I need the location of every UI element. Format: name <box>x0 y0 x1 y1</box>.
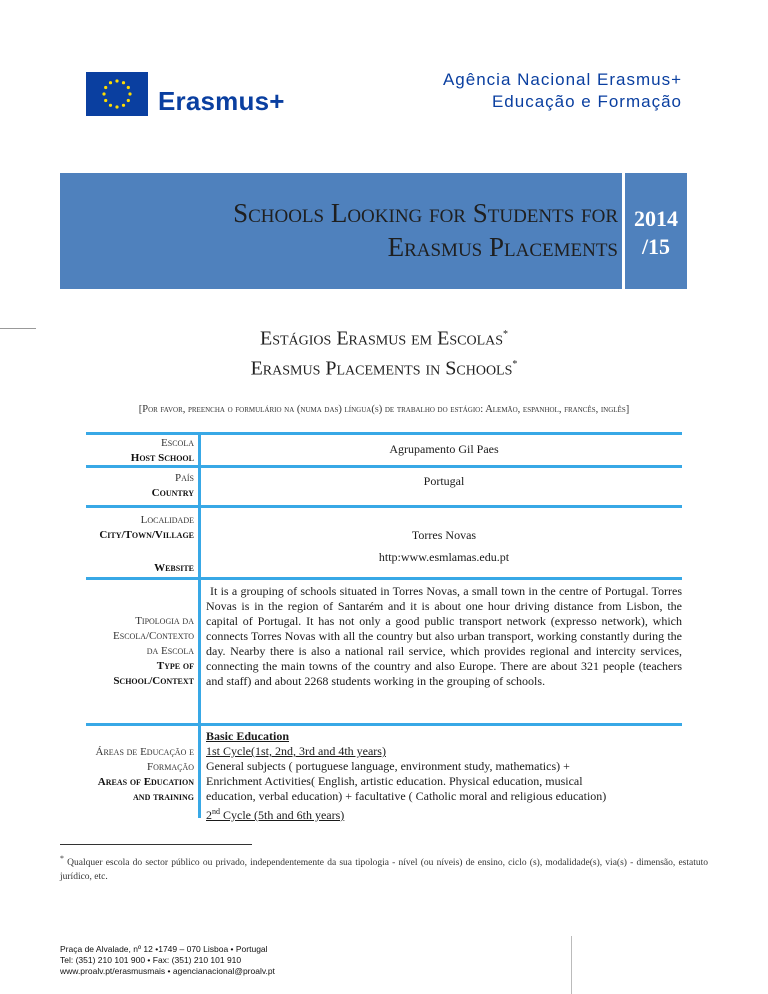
city-value: Torres Novas <box>411 528 477 542</box>
school-label-en: Host School <box>130 452 194 464</box>
areas-heading: Basic Education <box>206 729 290 743</box>
footer-phone: Tel: (351) 210 101 900 • Fax: (351) 210 101 910 <box>60 955 242 965</box>
website-label <box>86 561 194 576</box>
country-value: Portugal <box>423 474 465 488</box>
city-label <box>86 513 194 543</box>
type-label-pt2: Escola/Contexto <box>113 630 194 642</box>
footnote <box>60 852 708 884</box>
country-label-pt: País <box>174 472 194 484</box>
type-label-pt1: Tipologia da <box>135 615 194 627</box>
school-label-pt: Escola <box>161 437 194 449</box>
type-label-pt3: da Escola <box>146 645 194 657</box>
areas-label-en1: Areas of Education <box>97 776 194 788</box>
areas-line3: education, verbal education) + facultative ( Catholic moral and religious education) <box>206 789 607 803</box>
year-line2: /15 <box>641 234 671 259</box>
city-label-en: City/Town/Village <box>99 529 194 541</box>
school-value: Agrupamento Gil Paes <box>389 442 499 456</box>
areas-cycle2-rest: Cycle (5th and 6th years) <box>220 808 345 822</box>
type-label-en2: School/Context <box>113 675 194 687</box>
areas-line1: General subjects ( portuguese language, environment study, mathematics) + <box>206 759 570 773</box>
banner-title-line2: Erasmus Placements <box>387 232 618 262</box>
eu-flag-logo <box>86 72 148 116</box>
year-label <box>625 205 687 261</box>
school-label <box>86 436 194 466</box>
areas-content <box>206 729 682 823</box>
areas-label-en2: and training <box>133 791 194 803</box>
areas-cycle2 <box>206 804 682 823</box>
country-label-en: Country <box>151 487 194 499</box>
footnote-text: Qualquer escola do sector público ou privado, independentemente da sua tipologia - nível (ou níveis) de ensino, ciclo (s), modalidade(s), via(s) - dimensão, estatuto jurídico, etc. <box>60 858 709 883</box>
footnote-marker: * <box>60 854 64 863</box>
form-instruction: [Por favor, preencha o formulário na (numa das) língua(s) de trabalho do estágio: Alemão, espanhol, francês, inglês] <box>138 404 630 415</box>
agency-name-line1: Agência Nacional Erasmus+ <box>442 70 682 89</box>
website-label-en: Website <box>154 562 194 574</box>
banner-title <box>60 196 618 264</box>
banner-title-line1: Schools Looking for Students for <box>233 198 618 228</box>
erasmus-logo-text: Erasmus+ <box>158 86 285 116</box>
areas-line2: Enrichment Activities( English, artistic education. Physical education, musical <box>206 774 583 788</box>
type-label-en1: Type of <box>156 660 194 672</box>
table-rule <box>86 723 682 726</box>
areas-label-pt1: Áreas de Educação e <box>95 746 194 758</box>
page-heading <box>0 322 768 381</box>
country-label <box>86 471 194 501</box>
footer-address: Praça de Alvalade, nº 12 •1749 – 070 Lisboa • Portugal <box>60 944 268 954</box>
type-description: It is a grouping of schools situated in Torres Novas, a small town in the centre of Portugal. Torres Novas is in the region of Santarém and it is about one hour driving distance from Lisbon, the capital of Portugal. It has not only a good public transport network (expresso network), which connects Torres Novas with all the country but also urban transport, working constantly during the day. Nearby there is also a national rail service, which provides regional and intercity services, connecting the main towns of the country and also Europe. There are about 321 people (teachers and staff) and about 2268 students working in the grouping of schools. <box>206 584 682 688</box>
city-label-pt: Localidade <box>140 514 194 526</box>
page-footer <box>60 944 275 977</box>
areas-cycle2-sup: nd <box>212 807 220 816</box>
footer-divider <box>571 936 572 994</box>
areas-label <box>86 745 194 805</box>
table-rule <box>86 432 682 435</box>
year-line1: 2014 <box>634 206 678 231</box>
type-label <box>86 614 194 689</box>
table-column-divider <box>198 432 201 818</box>
footer-web: www.proalv.pt/erasmusmais • agencianacional@proalv.pt <box>60 966 275 976</box>
heading-marker1: * <box>503 329 509 340</box>
agency-name-line2: Educação e Formação <box>491 92 682 111</box>
areas-cycle1: 1st Cycle(1st, 2nd, 3rd and 4th years) <box>206 744 386 758</box>
table-rule <box>86 505 682 508</box>
heading-line1: Estágios Erasmus em Escolas <box>259 327 504 350</box>
areas-label-pt2: Formação <box>146 761 194 773</box>
table-rule <box>86 577 682 580</box>
footnote-rule <box>60 844 252 845</box>
heading-marker2: * <box>512 358 518 370</box>
heading-line2: Erasmus Placements in Schools <box>250 357 513 380</box>
website-value: http:www.esmlamas.edu.pt <box>378 550 510 564</box>
areas-cycle2-num: 2 <box>206 808 212 822</box>
